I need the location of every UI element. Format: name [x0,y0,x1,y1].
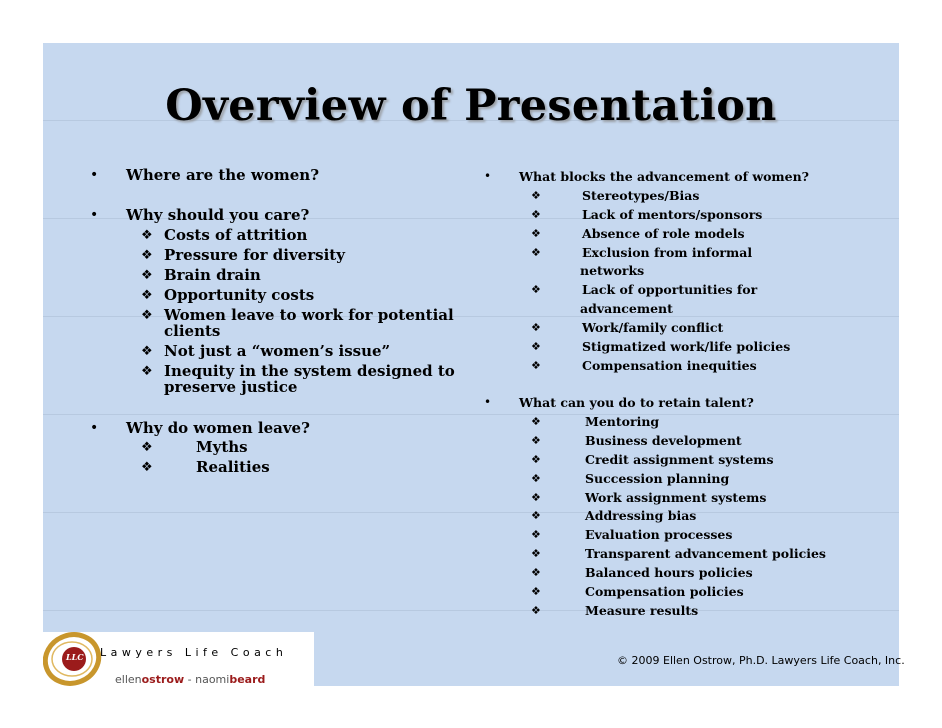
diamond-bullet-icon: ❖ [531,566,541,579]
list-item: Business development [585,433,742,448]
diamond-bullet-icon: ❖ [141,308,153,323]
list-item: Work assignment systems [585,490,767,505]
diamond-bullet-icon: ❖ [141,460,153,475]
list-item: Lack of opportunities for [582,282,758,297]
gridline [43,512,899,513]
list-item: Work/family conflict [582,320,724,335]
diamond-bullet-icon: ❖ [531,509,541,522]
logo-name-first: naomi [195,673,230,686]
gridline [43,610,899,611]
diamond-bullet-icon: ❖ [531,453,541,466]
list-item: Addressing bias [585,508,697,523]
logo-name-first: ellen [115,673,142,686]
logo-name-last: beard [229,673,266,686]
diamond-bullet-icon: ❖ [141,268,153,283]
diamond-bullet-icon: ❖ [531,359,541,372]
diamond-bullet-icon: ❖ [141,228,153,243]
diamond-bullet-icon: ❖ [531,585,541,598]
gridline [43,414,899,415]
slide-title: Overview of Presentation [165,81,777,131]
bullet-dot: • [90,420,99,436]
logo-separator: - [184,673,196,686]
list-item: Credit assignment systems [585,452,774,467]
list-item: Brain drain [164,266,261,284]
diamond-bullet-icon: ❖ [141,288,153,303]
list-item: Mentoring [585,414,660,429]
diamond-bullet-icon: ❖ [531,246,541,259]
diamond-bullet-icon: ❖ [531,434,541,447]
diamond-bullet-icon: ❖ [141,440,153,455]
logo-name-last: ostrow [141,673,185,686]
list-item-continued: preserve justice [164,378,298,396]
list-item: Stigmatized work/life policies [582,339,791,354]
logo-names [101,660,265,699]
list-item: Lack of mentors/sponsors [582,207,763,222]
list-item: Myths [196,438,248,456]
list-item: Inequity in the system designed to [164,362,455,380]
list-item: Evaluation processes [585,527,733,542]
list-item-continued: networks [580,263,645,278]
copyright-notice: © 2009 Ellen Ostrow, Ph.D. Lawyers Life Coach, Inc. [617,654,905,667]
left-question-2: Why should you care? [126,206,310,224]
list-item: Balanced hours policies [585,565,753,580]
list-item-continued: clients [164,322,221,340]
list-item: Exclusion from informal [582,245,753,260]
right-question-2: What can you do to retain talent? [519,395,754,410]
list-item: Not just a “women’s issue” [164,342,391,360]
list-item: Measure results [585,603,699,618]
list-item: Realities [196,458,270,476]
list-item: Succession planning [585,471,730,486]
list-item-continued: advancement [580,301,673,316]
list-item: Compensation policies [585,584,744,599]
list-item: Stereotypes/Bias [582,188,700,203]
diamond-bullet-icon: ❖ [531,547,541,560]
list-item: Costs of attrition [164,226,308,244]
bullet-dot: • [90,207,99,223]
list-item: Pressure for diversity [164,246,345,264]
diamond-bullet-icon: ❖ [531,283,541,296]
logo-company-name: L a w y e r s L i f e C o a c h [100,646,284,659]
diamond-bullet-icon: ❖ [141,344,153,359]
diamond-bullet-icon: ❖ [531,491,541,504]
list-item: Opportunity costs [164,286,315,304]
diamond-bullet-icon: ❖ [141,364,153,379]
bullet-dot: • [484,169,492,183]
left-question-1: Where are the women? [126,166,319,184]
company-logo [43,632,314,686]
list-item: Absence of role models [582,226,745,241]
diamond-bullet-icon: ❖ [531,340,541,353]
left-question-3: Why do women leave? [126,419,310,437]
list-item: Women leave to work for potential [164,306,454,324]
diamond-bullet-icon: ❖ [531,528,541,541]
right-question-1: What blocks the advancement of women? [519,169,810,184]
diamond-bullet-icon: ❖ [531,604,541,617]
diamond-bullet-icon: ❖ [531,472,541,485]
diamond-bullet-icon: ❖ [531,227,541,240]
logo-monogram: LLC [66,652,84,662]
diamond-bullet-icon: ❖ [531,208,541,221]
bullet-dot: • [484,395,492,409]
diamond-bullet-icon: ❖ [531,321,541,334]
diamond-bullet-icon: ❖ [531,415,541,428]
list-item: Compensation inequities [582,358,757,373]
bullet-dot: • [90,167,99,183]
list-item: Transparent advancement policies [585,546,826,561]
diamond-bullet-icon: ❖ [141,248,153,263]
diamond-bullet-icon: ❖ [531,189,541,202]
